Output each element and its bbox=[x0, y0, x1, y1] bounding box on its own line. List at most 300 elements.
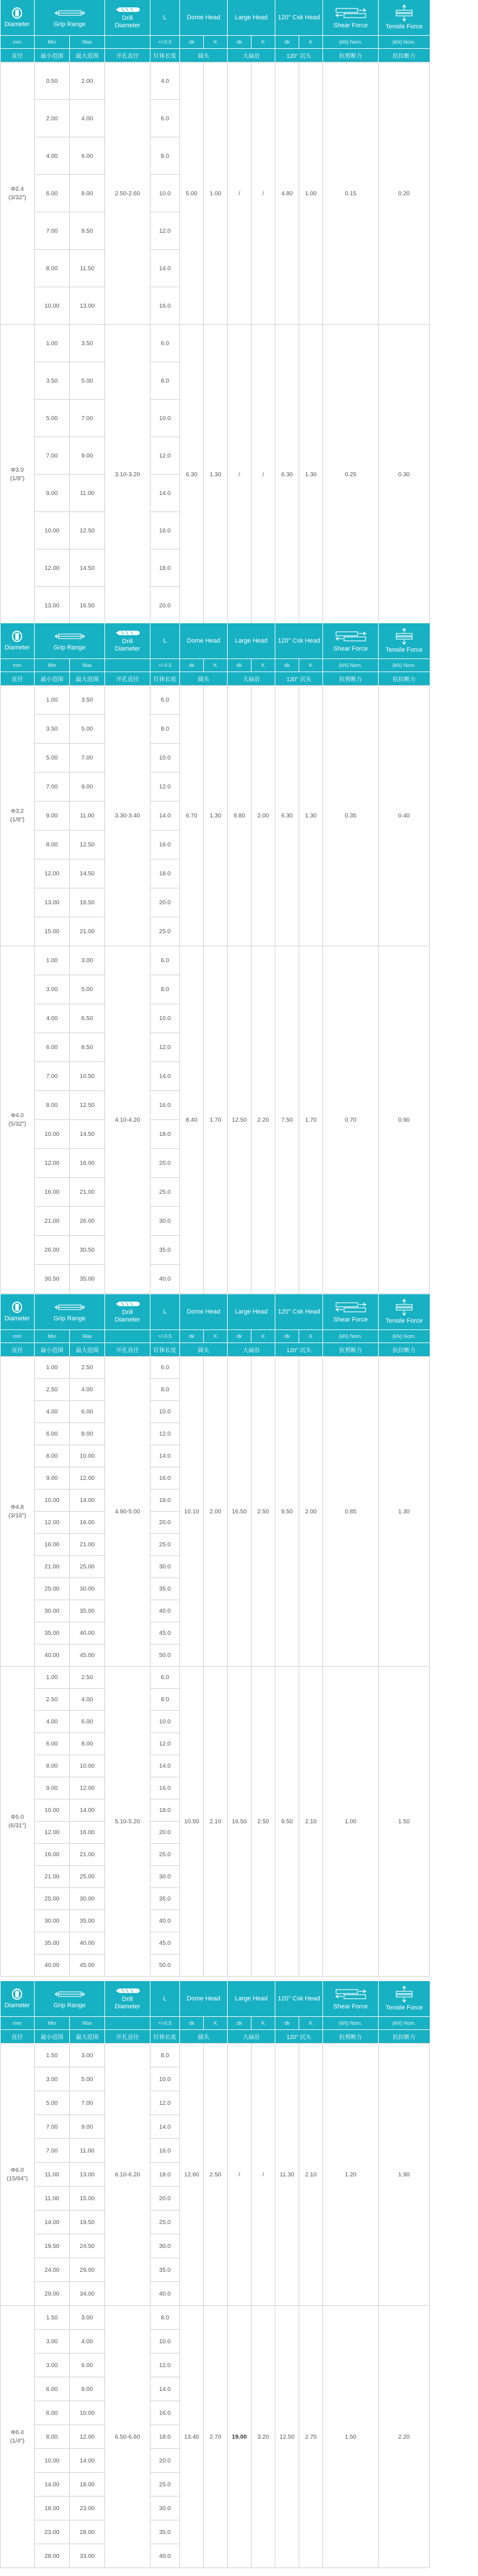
csk-head-label: 120° Csk Head bbox=[278, 1995, 320, 2002]
csk-k-cell: 2.10 bbox=[299, 1667, 323, 1977]
length-cell: 16.0 bbox=[150, 2139, 180, 2163]
grip-max-cell: 2.00 bbox=[70, 62, 105, 100]
grip-max-cell: 29.00 bbox=[70, 2258, 105, 2282]
shear-force-label: Shear Force bbox=[333, 645, 368, 652]
zh-max: 最大范围 bbox=[70, 2030, 105, 2044]
zh-diameter: 直径 bbox=[1, 672, 35, 686]
tensile-force-label: Tensile Force bbox=[385, 1318, 423, 1324]
unit-dome-k: K bbox=[204, 659, 228, 672]
header-csk-head bbox=[275, 1981, 323, 2017]
drill-label-line2: Diameter bbox=[115, 2003, 140, 2010]
tensile-force-icon bbox=[393, 628, 416, 645]
unit-tolerance: +/-0.5 bbox=[150, 1330, 180, 1343]
length-cell: 12.0 bbox=[150, 212, 180, 250]
grip-max-cell: 8.00 bbox=[70, 1733, 105, 1755]
length-cell: 12.0 bbox=[150, 773, 180, 802]
grip-min-cell: 7.00 bbox=[35, 2115, 70, 2139]
grip-max-cell: 10.00 bbox=[70, 2401, 105, 2425]
grip-min-cell: 8.00 bbox=[35, 1445, 70, 1467]
grip-min-cell: 3.00 bbox=[35, 975, 70, 1004]
length-cell: 6.0 bbox=[150, 100, 180, 137]
spec-section bbox=[0, 623, 478, 1294]
length-cell: 10.0 bbox=[150, 400, 180, 437]
grip-max-cell: 11.50 bbox=[70, 250, 105, 287]
length-cell: 20.0 bbox=[150, 1512, 180, 1534]
shear-force-cell: 1.00 bbox=[323, 1667, 379, 1977]
grip-max-cell: 3.00 bbox=[70, 2306, 105, 2330]
header-shear-force bbox=[323, 0, 379, 36]
length-cell: 14.0 bbox=[150, 1062, 180, 1091]
large-k-cell: 2.50 bbox=[251, 1667, 275, 1977]
grip-max-cell: 7.00 bbox=[70, 744, 105, 773]
header-diameter bbox=[1, 1294, 35, 1330]
dome-k-cell: 1.00 bbox=[204, 62, 228, 325]
shear-force-icon bbox=[334, 1300, 368, 1315]
header-tensile-force bbox=[379, 1981, 430, 2017]
diameter-inch: (1/4") bbox=[10, 2437, 25, 2444]
unit-drill-blank bbox=[105, 1330, 150, 1343]
header-large-head bbox=[228, 0, 275, 36]
rivet-head-icon bbox=[11, 630, 23, 643]
grip-max-cell: 5.00 bbox=[70, 975, 105, 1004]
grip-max-cell: 3.50 bbox=[70, 686, 105, 715]
diameter-inch: (5/32") bbox=[8, 1120, 27, 1127]
large-k-cell: 2.50 bbox=[251, 1357, 275, 1667]
grip-min-cell: 2.00 bbox=[35, 100, 70, 137]
grip-min-cell: 12.00 bbox=[35, 1149, 70, 1178]
header-tensile-force bbox=[379, 623, 430, 659]
diameter-value: Φ3.2 bbox=[11, 808, 24, 815]
csk-k-cell: 1.00 bbox=[299, 62, 323, 325]
length-cell: 6.0 bbox=[150, 325, 180, 362]
length-cell: 6.0 bbox=[150, 686, 180, 715]
grip-min-cell: 13.00 bbox=[35, 888, 70, 917]
length-cell: 8.0 bbox=[150, 1379, 180, 1401]
length-cell: 20.0 bbox=[150, 587, 180, 624]
length-cell: 12.0 bbox=[150, 1033, 180, 1062]
length-cell: 18.0 bbox=[150, 1490, 180, 1512]
grip-min-cell: 2.50 bbox=[35, 1689, 70, 1711]
length-cell: 16.0 bbox=[150, 830, 180, 859]
length-cell: 16.0 bbox=[150, 2401, 180, 2425]
header-csk-head bbox=[275, 1294, 323, 1330]
grip-max-cell: 26.00 bbox=[70, 1207, 105, 1236]
tensile-force-cell: 0.40 bbox=[379, 686, 430, 946]
tensile-force-cell: 1.30 bbox=[379, 1357, 430, 1667]
zh-csk: 120° 沉头 bbox=[275, 2030, 323, 2044]
unit-csk-k: K bbox=[299, 2017, 323, 2030]
unit-dome-dk: dk bbox=[180, 659, 204, 672]
grip-min-cell: 40.00 bbox=[35, 1954, 70, 1977]
spec-table bbox=[0, 1294, 478, 1977]
large-head-label: Large Head bbox=[234, 637, 268, 644]
zh-dome: 圆头 bbox=[180, 2030, 228, 2044]
large-dk-cell: / bbox=[228, 325, 251, 624]
length-cell: 10.0 bbox=[150, 744, 180, 773]
grip-min-cell: 6.00 bbox=[35, 1733, 70, 1755]
grip-max-cell: 11.00 bbox=[70, 2139, 105, 2163]
tensile-force-cell: 2.20 bbox=[379, 2306, 430, 2568]
grip-min-cell: 30.00 bbox=[35, 1600, 70, 1622]
length-cell: 8.0 bbox=[150, 1689, 180, 1711]
unit-min: Min bbox=[35, 36, 70, 49]
header-diameter bbox=[1, 1981, 35, 2017]
grip-max-cell: 5.00 bbox=[70, 715, 105, 744]
length-cell: 12.0 bbox=[150, 2091, 180, 2115]
grip-max-cell: 6.00 bbox=[70, 1401, 105, 1423]
grip-min-cell: 21.00 bbox=[35, 1556, 70, 1578]
zh-dome: 圆头 bbox=[180, 1343, 228, 1357]
grip-range-label: Grip Range bbox=[53, 644, 86, 651]
drill-bit-icon bbox=[115, 6, 141, 13]
length-cell: 8.0 bbox=[150, 362, 180, 400]
unit-csk-k: K bbox=[299, 659, 323, 672]
drill-label-line2: Diameter bbox=[115, 1316, 140, 1323]
grip-max-cell: 28.00 bbox=[70, 2520, 105, 2544]
csk-dk-cell: 4.80 bbox=[275, 62, 299, 325]
grip-min-cell: 14.00 bbox=[35, 2473, 70, 2497]
length-cell: 18.0 bbox=[150, 1799, 180, 1822]
zh-diameter: 直径 bbox=[1, 1343, 35, 1357]
grip-max-cell: 21.00 bbox=[70, 1844, 105, 1866]
length-cell: 6.0 bbox=[150, 1357, 180, 1379]
unit-dome-dk: dk bbox=[180, 1330, 204, 1343]
grip-max-cell: 35.00 bbox=[70, 1600, 105, 1622]
zh-large: 大扁沿 bbox=[228, 2030, 275, 2044]
length-cell: 30.0 bbox=[150, 1866, 180, 1888]
grip-max-cell: 23.00 bbox=[70, 2497, 105, 2520]
shear-force-cell: 0.85 bbox=[323, 1357, 379, 1667]
length-cell: 10.0 bbox=[150, 1004, 180, 1033]
unit-large-k: K bbox=[251, 2017, 275, 2030]
header-dome-head bbox=[180, 1294, 228, 1330]
length-cell: 14.0 bbox=[150, 475, 180, 512]
length-cell: 6.0 bbox=[150, 1667, 180, 1689]
shear-force-cell: 1.20 bbox=[323, 2044, 379, 2306]
dome-head-label: Dome Head bbox=[187, 14, 220, 21]
csk-dk-cell: 9.50 bbox=[275, 1667, 299, 1977]
spec-section bbox=[0, 0, 478, 624]
unit-drill-blank bbox=[105, 659, 150, 672]
grip-range-icon bbox=[54, 1988, 86, 2000]
drill-label-line1: Drill bbox=[122, 1308, 133, 1316]
dome-dk-cell: 6.70 bbox=[180, 686, 204, 946]
grip-min-cell: 4.00 bbox=[35, 1401, 70, 1423]
grip-min-cell: 35.00 bbox=[35, 1932, 70, 1954]
grip-max-cell: 25.00 bbox=[70, 1866, 105, 1888]
length-cell: 35.0 bbox=[150, 1236, 180, 1265]
shear-force-cell: 0.35 bbox=[323, 686, 379, 946]
grip-min-cell: 6.00 bbox=[35, 2401, 70, 2425]
diameter-label: Diameter bbox=[4, 2002, 30, 2009]
spec-table bbox=[0, 623, 478, 1294]
length-label: L bbox=[163, 14, 167, 21]
header-shear-force bbox=[323, 623, 379, 659]
zh-csk: 120° 沉头 bbox=[275, 672, 323, 686]
diameter-label: Diameter bbox=[4, 1315, 30, 1322]
unit-shear-kn: (kN) Nom. bbox=[323, 659, 379, 672]
grip-max-cell: 12.50 bbox=[70, 830, 105, 859]
grip-min-cell: 8.00 bbox=[35, 1091, 70, 1120]
drill-label-line2: Diameter bbox=[115, 22, 140, 29]
length-cell: 30.0 bbox=[150, 2497, 180, 2520]
diameter-cell bbox=[1, 2306, 35, 2568]
header-tensile-force bbox=[379, 0, 430, 36]
grip-max-cell: 14.00 bbox=[70, 1799, 105, 1822]
dome-dk-cell: 13.40 bbox=[180, 2306, 204, 2568]
length-cell: 20.0 bbox=[150, 2187, 180, 2210]
unit-tensile-kn: (kN) Nom. bbox=[379, 659, 430, 672]
grip-min-cell: 16.00 bbox=[35, 1178, 70, 1207]
diameter-label: Diameter bbox=[4, 21, 30, 28]
unit-csk-dk: dk bbox=[275, 36, 299, 49]
grip-min-cell: 7.00 bbox=[35, 212, 70, 250]
grip-min-cell: 4.00 bbox=[35, 137, 70, 175]
unit-max: Max bbox=[70, 36, 105, 49]
zh-drill: 开孔直径 bbox=[105, 672, 150, 686]
unit-min: Min bbox=[35, 659, 70, 672]
grip-max-cell: 8.00 bbox=[70, 1423, 105, 1445]
grip-max-cell: 16.50 bbox=[70, 888, 105, 917]
zh-min: 最小范围 bbox=[35, 672, 70, 686]
grip-max-cell: 9.50 bbox=[70, 212, 105, 250]
grip-min-cell: 5.00 bbox=[35, 744, 70, 773]
length-cell: 8.0 bbox=[150, 137, 180, 175]
grip-max-cell: 2.50 bbox=[70, 1667, 105, 1689]
grip-min-cell: 9.00 bbox=[35, 1467, 70, 1490]
large-head-label: Large Head bbox=[234, 1995, 268, 2002]
length-cell: 25.0 bbox=[150, 1178, 180, 1207]
header-csk-head bbox=[275, 0, 323, 36]
unit-max: Max bbox=[70, 1330, 105, 1343]
header-drill-diameter bbox=[105, 1294, 150, 1330]
grip-min-cell: 16.00 bbox=[35, 1534, 70, 1556]
length-cell: 18.0 bbox=[150, 859, 180, 888]
rivet-head-icon bbox=[11, 1301, 23, 1314]
grip-min-cell: 6.00 bbox=[35, 1033, 70, 1062]
unit-dome-dk: dk bbox=[180, 2017, 204, 2030]
grip-min-cell: 19.50 bbox=[35, 2234, 70, 2258]
length-cell: 40.0 bbox=[150, 2282, 180, 2306]
diameter-inch: (6/31") bbox=[8, 1822, 27, 1829]
grip-max-cell: 13.00 bbox=[70, 2163, 105, 2187]
grip-min-cell: 13.00 bbox=[35, 587, 70, 624]
large-k-cell: 3.20 bbox=[251, 2306, 275, 2568]
dome-dk-cell: 12.60 bbox=[180, 2044, 204, 2306]
csk-k-cell: 1.30 bbox=[299, 325, 323, 624]
grip-min-cell: 14.00 bbox=[35, 2210, 70, 2234]
diameter-value: Φ2.4 bbox=[11, 185, 24, 192]
tensile-force-cell: 1.50 bbox=[379, 1667, 430, 1977]
dome-head-label: Dome Head bbox=[187, 637, 220, 644]
zh-large: 大扁沿 bbox=[228, 672, 275, 686]
grip-max-cell: 6.00 bbox=[70, 137, 105, 175]
grip-max-cell: 7.00 bbox=[70, 400, 105, 437]
large-head-label: Large Head bbox=[234, 1308, 268, 1315]
tensile-force-label: Tensile Force bbox=[385, 2004, 423, 2011]
grip-max-cell: 6.50 bbox=[70, 1004, 105, 1033]
dome-k-cell: 1.30 bbox=[204, 325, 228, 624]
header-grip-range bbox=[35, 1294, 105, 1330]
grip-min-cell: 1.00 bbox=[35, 1357, 70, 1379]
zh-csk: 120° 沉头 bbox=[275, 49, 323, 62]
grip-max-cell: 8.00 bbox=[70, 175, 105, 212]
length-cell: 14.0 bbox=[150, 802, 180, 830]
header-grip-range bbox=[35, 623, 105, 659]
header-tensile-force bbox=[379, 1294, 430, 1330]
drill-label-line1: Drill bbox=[122, 14, 133, 22]
shear-force-cell: 0.70 bbox=[323, 946, 379, 1294]
csk-dk-cell: 12.50 bbox=[275, 2306, 299, 2568]
zh-shear: 抗剪断力 bbox=[323, 49, 379, 62]
csk-head-label: 120° Csk Head bbox=[278, 637, 320, 644]
shear-force-cell: 0.25 bbox=[323, 325, 379, 624]
grip-max-cell: 40.00 bbox=[70, 1622, 105, 1644]
length-cell: 18.0 bbox=[150, 1120, 180, 1149]
length-cell: 16.0 bbox=[150, 1777, 180, 1799]
table-row bbox=[1, 325, 478, 362]
tensile-force-label: Tensile Force bbox=[385, 647, 423, 653]
grip-max-cell: 10.00 bbox=[70, 1755, 105, 1777]
grip-max-cell: 19.50 bbox=[70, 2210, 105, 2234]
large-dk-cell: 12.50 bbox=[228, 946, 251, 1294]
length-label: L bbox=[163, 1308, 167, 1315]
grip-max-cell: 35.00 bbox=[70, 1265, 105, 1294]
diameter-cell bbox=[1, 1667, 35, 1977]
length-cell: 25.0 bbox=[150, 1534, 180, 1556]
unit-large-k: K bbox=[251, 36, 275, 49]
grip-max-cell: 10.00 bbox=[70, 1445, 105, 1467]
diameter-cell bbox=[1, 946, 35, 1294]
spec-section bbox=[0, 1294, 478, 1977]
unit-dome-k: K bbox=[204, 2017, 228, 2030]
dome-head-label: Dome Head bbox=[187, 1995, 220, 2002]
diameter-cell bbox=[1, 2044, 35, 2306]
grip-min-cell: 12.00 bbox=[35, 1822, 70, 1844]
zh-length: 钉体长度 bbox=[150, 1343, 180, 1357]
grip-min-cell: 1.00 bbox=[35, 686, 70, 715]
diameter-label: Diameter bbox=[4, 644, 30, 651]
unit-tolerance: +/-0.5 bbox=[150, 36, 180, 49]
grip-min-cell: 8.00 bbox=[35, 830, 70, 859]
unit-csk-dk: dk bbox=[275, 659, 299, 672]
grip-max-cell: 5.00 bbox=[70, 2067, 105, 2091]
grip-min-cell: 3.00 bbox=[35, 2353, 70, 2377]
grip-max-cell: 14.50 bbox=[70, 1120, 105, 1149]
unit-dome-k: K bbox=[204, 36, 228, 49]
grip-min-cell: 8.00 bbox=[35, 1755, 70, 1777]
length-cell: 30.0 bbox=[150, 1556, 180, 1578]
grip-min-cell: 4.00 bbox=[35, 1004, 70, 1033]
grip-min-cell: 1.50 bbox=[35, 2044, 70, 2067]
header-length bbox=[150, 1981, 180, 2017]
grip-range-label: Grip Range bbox=[53, 2002, 86, 2009]
length-cell: 18.0 bbox=[150, 2163, 180, 2187]
grip-max-cell: 12.00 bbox=[70, 2425, 105, 2449]
unit-csk-dk: dk bbox=[275, 2017, 299, 2030]
length-cell: 18.0 bbox=[150, 2425, 180, 2449]
grip-range-icon bbox=[54, 1301, 86, 1314]
grip-max-cell: 24.50 bbox=[70, 2234, 105, 2258]
drill-bit-icon bbox=[115, 1300, 141, 1307]
dome-dk-cell: 5.00 bbox=[180, 62, 204, 325]
zh-csk: 120° 沉头 bbox=[275, 1343, 323, 1357]
length-cell: 40.0 bbox=[150, 1910, 180, 1932]
header-diameter bbox=[1, 0, 35, 36]
grip-max-cell: 35.00 bbox=[70, 1910, 105, 1932]
zh-dome: 圆头 bbox=[180, 672, 228, 686]
grip-max-cell: 25.00 bbox=[70, 1556, 105, 1578]
grip-range-icon bbox=[54, 630, 86, 643]
large-dk-cell: / bbox=[228, 62, 251, 325]
length-cell: 12.0 bbox=[150, 1733, 180, 1755]
grip-min-cell: 12.00 bbox=[35, 549, 70, 587]
drill-diameter-cell: 6.50-6.60 bbox=[105, 2306, 150, 2568]
large-k-cell: / bbox=[251, 2044, 275, 2306]
unit-large-dk: dk bbox=[228, 1330, 251, 1343]
length-cell: 30.0 bbox=[150, 1207, 180, 1236]
length-cell: 12.0 bbox=[150, 1423, 180, 1445]
grip-min-cell: 1.50 bbox=[35, 2306, 70, 2330]
grip-max-cell: 21.00 bbox=[70, 1534, 105, 1556]
grip-min-cell: 30.50 bbox=[35, 1265, 70, 1294]
grip-max-cell: 7.00 bbox=[70, 2091, 105, 2115]
csk-dk-cell: 11.30 bbox=[275, 2044, 299, 2306]
dome-k-cell: 1.30 bbox=[204, 686, 228, 946]
csk-k-cell: 2.00 bbox=[299, 1357, 323, 1667]
dome-k-cell: 2.70 bbox=[204, 2306, 228, 2568]
length-cell: 35.0 bbox=[150, 2520, 180, 2544]
table-row bbox=[1, 686, 478, 715]
grip-min-cell: 4.00 bbox=[35, 1711, 70, 1733]
header-dome-head bbox=[180, 1981, 228, 2017]
tensile-force-cell: 0.20 bbox=[379, 62, 430, 325]
length-cell: 8.0 bbox=[150, 975, 180, 1004]
length-label: L bbox=[163, 637, 167, 644]
unit-dome-dk: dk bbox=[180, 36, 204, 49]
grip-min-cell: 12.00 bbox=[35, 1512, 70, 1534]
header-dome-head bbox=[180, 0, 228, 36]
dome-dk-cell: 8.40 bbox=[180, 946, 204, 1294]
diameter-value: Φ4.0 bbox=[11, 1111, 24, 1119]
length-cell: 14.0 bbox=[150, 2115, 180, 2139]
header-diameter bbox=[1, 623, 35, 659]
zh-large: 大扁沿 bbox=[228, 1343, 275, 1357]
grip-min-cell: 30.00 bbox=[35, 1910, 70, 1932]
shear-force-label: Shear Force bbox=[333, 22, 368, 29]
grip-max-cell: 14.50 bbox=[70, 859, 105, 888]
grip-max-cell: 3.50 bbox=[70, 325, 105, 362]
length-cell: 10.0 bbox=[150, 2067, 180, 2091]
diameter-cell bbox=[1, 325, 35, 624]
drill-label-line2: Diameter bbox=[115, 645, 140, 652]
dome-head-label: Dome Head bbox=[187, 1308, 220, 1315]
unit-csk-k: K bbox=[299, 36, 323, 49]
header-length bbox=[150, 623, 180, 659]
unit-tensile-kn: (kN) Nom. bbox=[379, 2017, 430, 2030]
rivet-head-icon bbox=[11, 1988, 23, 2000]
unit-tolerance: +/-0.5 bbox=[150, 659, 180, 672]
large-dk-cell: 16.50 bbox=[228, 1667, 251, 1977]
grip-range-icon bbox=[54, 7, 86, 19]
diameter-cell bbox=[1, 686, 35, 946]
grip-max-cell: 11.00 bbox=[70, 802, 105, 830]
header-large-head bbox=[228, 1294, 275, 1330]
dome-k-cell: 2.10 bbox=[204, 1667, 228, 1977]
header-length bbox=[150, 1294, 180, 1330]
grip-min-cell: 9.00 bbox=[35, 802, 70, 830]
unit-large-dk: dk bbox=[228, 2017, 251, 2030]
